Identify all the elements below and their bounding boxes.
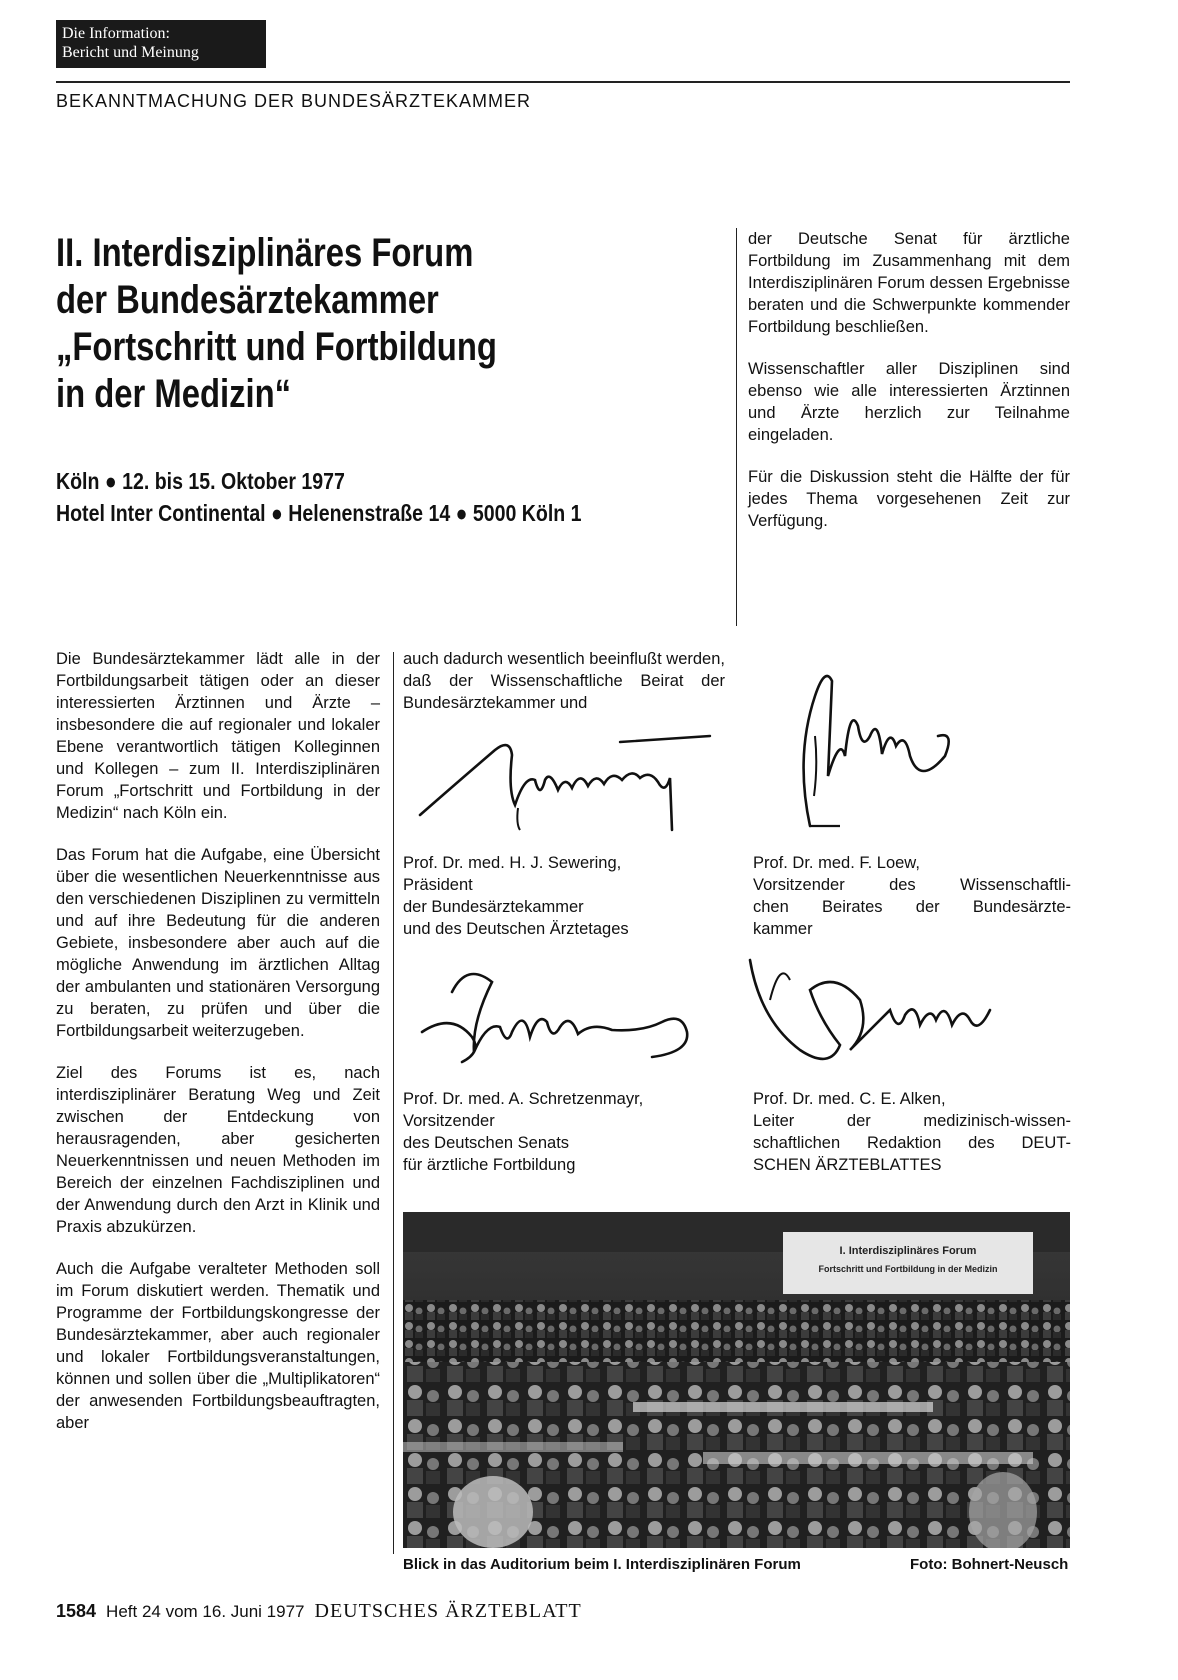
signature-schretzenmayr — [412, 952, 712, 1072]
photo-banner-line-2: Fortschritt und Fortbildung in der Medizin — [818, 1264, 998, 1274]
signatory-role: des Deutschen Senats — [403, 1134, 570, 1152]
signatory-schretzenmayr — [403, 1088, 725, 1176]
page-number: 1584 — [56, 1601, 97, 1621]
photo-caption: Blick in das Auditorium beim I. Interdisziplinären Forum — [403, 1556, 801, 1573]
photo-banner-line-1: I. Interdisziplinäres Forum — [839, 1245, 977, 1257]
body-paragraph-2: Das Forum hat die Aufgabe, eine Übersicht über die wesentlichen Neuerkenntnisse aus den verschiedenen Disziplinen zu vermitteln und auf ihre Bedeutung für die anderen Gebiete, insbesondere aber auch auf die mögliche Anwendung im ärztlichen Alltag der ambulanten und stationären Versorgung zu beraten, zu prüfen und über die Fortbildungsarbeit weiterzugeben. — [56, 846, 380, 1040]
journal-name: DEUTSCHES ÄRZTEBLATT — [314, 1600, 582, 1622]
body-column-left — [56, 648, 380, 1454]
signatory-role: und des Deutschen Ärztetages — [403, 920, 629, 938]
event-date-line: Köln ● 12. bis 15. Oktober 1977 — [56, 468, 345, 494]
auditorium-photo-image — [403, 1212, 1070, 1548]
intro-paragraph-2: Wissenschaftler aller Disziplinen sind ebenso wie alle interessierten Ärztinnen und Ärzte herzlich zur Teilnahme eingeladen. — [748, 360, 1070, 444]
title-line-3: „Fortschritt und Fortbildung — [56, 325, 497, 369]
rubric-line-2: Bericht und Meinung — [62, 44, 199, 61]
event-venue-line: Hotel Inter Continental ● Helenenstraße 14 ● 5000 Köln 1 — [56, 500, 582, 526]
signatory-role: chen Beirates der Bundesärzte- — [753, 898, 1071, 916]
column-rule-top — [736, 228, 737, 626]
signatory-sewering — [403, 852, 725, 940]
section-label: BEKANNTMACHUNG DER BUNDESÄRZTEKAMMER — [56, 91, 532, 111]
signatory-role: Vorsitzender des Wissenschaftli- — [753, 876, 1071, 894]
rubric-line-1: Die Information: — [62, 25, 170, 42]
signature-alken — [740, 940, 1040, 1080]
photo-banner — [783, 1232, 1033, 1294]
signatory-role: der Bundesärztekammer — [403, 898, 584, 916]
column-rule-left — [393, 652, 394, 1554]
signature-loew — [770, 636, 1030, 836]
signatory-alken — [753, 1088, 1071, 1176]
intro-paragraph-3: Für die Diskussion steht die Hälfte der für jedes Thema vorgesehenen Zeit zur Verfügung. — [748, 468, 1070, 530]
page-footer — [56, 1600, 582, 1623]
body-paragraph-3: Ziel des Forums ist es, nach interdisziplinärer Beratung Weg und Zeit zwischen der Entdeckung von herausragenden, aber gesicherten Neuerkenntnissen und neuen Methoden im Bereich der einzelnen Fachdisziplinen und der Anwendung durch den Arzt in Klinik und Praxis abzukürzen. — [56, 1064, 380, 1236]
signatory-name: Prof. Dr. med. A. Schretzenmayr, — [403, 1090, 644, 1108]
signatory-name: Prof. Dr. med. C. E. Alken, — [753, 1090, 946, 1108]
signatory-name: Prof. Dr. med. H. J. Sewering, — [403, 854, 622, 872]
auditorium-photo — [403, 1212, 1070, 1548]
page-title — [56, 230, 581, 418]
intro-column — [748, 228, 1070, 552]
signatory-role: SCHEN ÄRZTEBLATTES — [753, 1156, 942, 1174]
rubric-box — [56, 20, 266, 68]
signatory-role: Vorsitzender — [403, 1112, 495, 1130]
signatory-role: schaftlichen Redaktion des DEUT- — [753, 1134, 1071, 1152]
signatory-name: Prof. Dr. med. F. Loew, — [753, 854, 920, 872]
header-rule — [56, 81, 1070, 83]
photo-credit: Foto: Bohnert-Neusch — [910, 1556, 1069, 1573]
title-line-1: II. Interdisziplinäres Forum — [56, 231, 474, 275]
middle-paragraph-1: auch dadurch wesentlich beeinflußt werden, daß der Wissenschaftliche Beirat der Bundesärztekammer und — [403, 650, 725, 712]
intro-paragraph-1: der Deutsche Senat für ärztliche Fortbildung im Zusammenhang mit dem Interdisziplinären Forum dessen Ergebnisse beraten und die Schwerpunkte kommender Fortbildung beschließen. — [748, 230, 1070, 336]
issue-info: Heft 24 vom 16. Juni 1977 — [106, 1602, 305, 1621]
signatory-loew — [753, 852, 1071, 940]
title-line-4: in der Medizin“ — [56, 372, 292, 416]
body-paragraph-4: Auch die Aufgabe veralteter Methoden soll im Forum diskutiert werden. Thematik und Programme der Fortbildungskongresse der Bundesärztekammer, aber auch regionaler und lokaler Fortbildungsveranstaltungen, können und sollen über die „Multiplikatoren“ der anwesenden Fortbildungsbeauftragten, aber — [56, 1260, 380, 1432]
signatory-role: Leiter der medizinisch-wissen- — [753, 1112, 1071, 1130]
signatory-role: für ärztliche Fortbildung — [403, 1156, 576, 1174]
signatory-role: Präsident — [403, 876, 473, 894]
signature-sewering — [400, 720, 730, 840]
signatory-role: kammer — [753, 920, 813, 938]
title-line-2: der Bundesärztekammer — [56, 278, 439, 322]
body-paragraph-1: Die Bundesärztekammer lädt alle in der Fortbildungsarbeit tätigen oder an dieser interessierten Ärztinnen und Ärzte – insbesondere die auf regionaler und lokaler Ebene verantwortlich tätigen Kolleginnen und Kollegen – zum II. Interdisziplinären Forum „Fortschritt und Fortbildung in der Medizin“ nach Köln ein. — [56, 650, 380, 822]
